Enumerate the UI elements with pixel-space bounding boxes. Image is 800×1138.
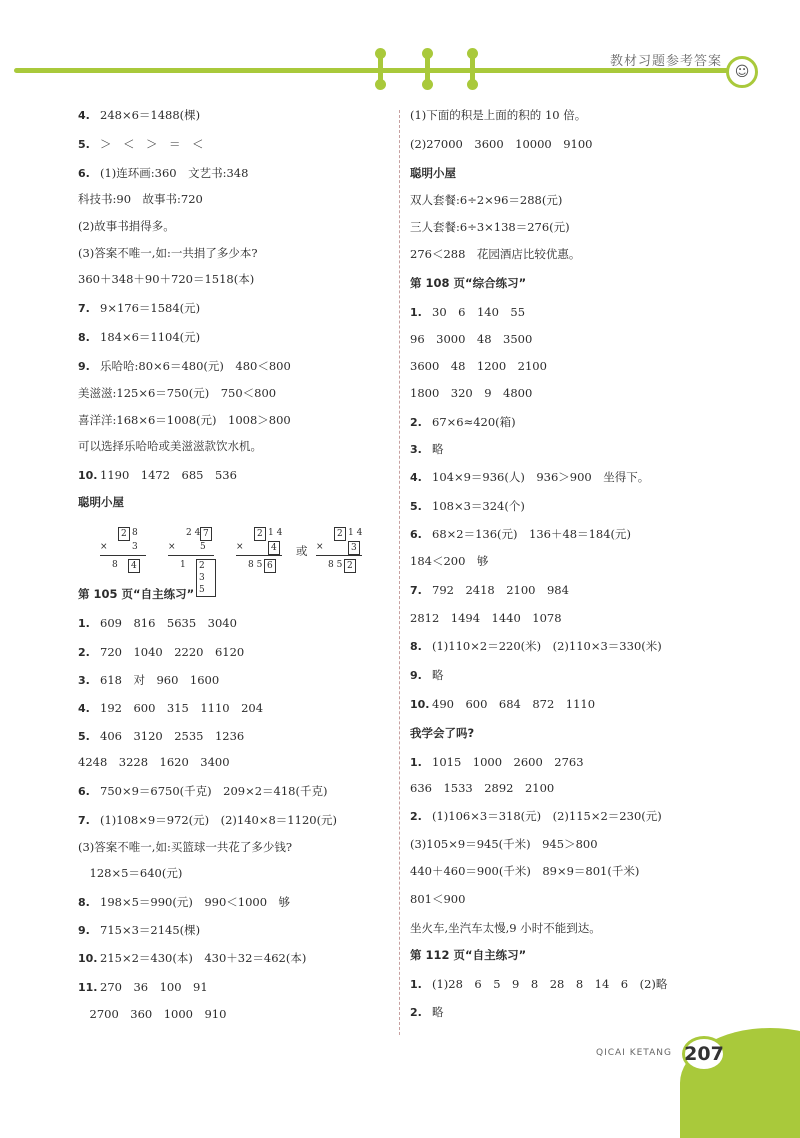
answer-line — [78, 615, 237, 632]
answer-text: 184×6＝1104(元) — [100, 330, 201, 344]
answer-line — [78, 644, 244, 661]
answer-line — [410, 582, 569, 599]
binder-clip — [470, 52, 475, 86]
answer-text: 9×176＝1584(元) — [100, 301, 201, 315]
answer-text: 1015 1000 2600 2763 — [432, 755, 584, 769]
answer-text: 科技书:90 故事书:720 — [78, 192, 203, 206]
answer-line — [410, 553, 488, 569]
answer-line — [78, 979, 208, 996]
answer-line — [410, 638, 662, 655]
section-heading — [78, 494, 124, 510]
puzzle-digit: 1 4 — [268, 528, 283, 538]
answer-line — [410, 836, 598, 852]
answer-text: 792 2418 2100 984 — [432, 583, 569, 597]
answer-text: 68×2＝136(元) 136＋48＝184(元) — [432, 527, 632, 541]
question-number: 4. — [78, 109, 90, 122]
or-label: 或 — [296, 544, 308, 558]
answer-text: 248×6＝1488(棵) — [100, 108, 201, 122]
puzzle-digit: 2 — [254, 527, 266, 541]
answer-line — [78, 438, 262, 454]
answer-line — [78, 300, 200, 317]
answer-line — [410, 219, 570, 235]
answer-line — [410, 863, 639, 879]
answer-text: (1)28 6 5 9 8 28 8 14 6 (2)略 — [432, 977, 668, 991]
answer-text: 美滋滋:125×6＝750(元) 750＜800 — [78, 386, 277, 400]
answer-line — [410, 192, 562, 208]
answer-line — [410, 1004, 444, 1021]
answer-line — [78, 165, 248, 182]
answer-line — [410, 469, 649, 486]
answer-line — [410, 358, 547, 374]
answer-line — [410, 107, 586, 123]
question-number: 1. — [410, 306, 422, 319]
answer-line — [78, 107, 200, 124]
answer-text: 双人套餐:6÷2×96＝288(元) — [410, 193, 563, 207]
question-number: 8. — [78, 896, 90, 909]
page-number: 207 — [682, 1036, 726, 1072]
puzzle-digit: 1 — [180, 560, 186, 570]
answer-line — [78, 329, 200, 346]
heading-text: 我学会了吗? — [410, 726, 475, 740]
puzzle-digit: 2 4 — [186, 528, 201, 538]
puzzle-digit: × — [168, 542, 176, 552]
binder-clip — [425, 52, 430, 86]
answer-text: 618 对 960 1600 — [100, 673, 220, 687]
question-number: 3. — [78, 674, 90, 687]
question-number: 6. — [78, 167, 90, 180]
answer-text: 2812 1494 1440 1078 — [410, 611, 562, 625]
answer-line — [410, 808, 662, 825]
answer-line — [78, 385, 276, 401]
question-number: 1. — [410, 756, 422, 769]
answer-line — [78, 136, 204, 153]
answer-line — [410, 304, 525, 321]
answer-line — [78, 218, 175, 234]
question-number: 5. — [78, 730, 90, 743]
answer-line — [410, 441, 444, 458]
answer-text: 750×9＝6750(千克) 209×2＝418(千克) — [100, 784, 328, 798]
footer-brand: QICAI KETANG — [596, 1048, 672, 1058]
puzzle-digit: 8 — [112, 560, 118, 570]
answer-line — [410, 754, 584, 771]
answer-line — [410, 667, 444, 684]
puzzle-rule — [236, 555, 282, 556]
question-number: 7. — [78, 814, 90, 827]
answer-line — [410, 246, 580, 262]
answer-line — [410, 920, 601, 936]
answer-text: 406 3120 2535 1236 — [100, 729, 245, 743]
answer-line — [410, 331, 532, 347]
answer-line — [78, 672, 219, 689]
answer-text: 乐哈哈:80×6＝480(元) 480＜800 — [100, 359, 291, 373]
answer-text: 4248 3228 1620 3400 — [78, 755, 230, 769]
puzzle-digit: 5 — [200, 542, 206, 552]
answer-line — [78, 412, 291, 428]
question-number: 10. — [410, 698, 430, 711]
answer-line — [78, 865, 182, 881]
section-heading — [78, 586, 194, 602]
heading-text: 聪明小屋 — [410, 166, 456, 180]
answer-line — [78, 950, 306, 967]
question-number: 2. — [78, 646, 90, 659]
answer-line — [78, 271, 254, 287]
answer-text: 2700 360 1000 910 — [78, 1007, 227, 1021]
binder-clip — [378, 52, 383, 86]
question-number: 9. — [78, 924, 90, 937]
answer-text: (3)105×9＝945(千米) 945＞800 — [410, 837, 598, 851]
answer-line — [410, 385, 532, 401]
question-number: 7. — [78, 302, 90, 315]
answer-line — [410, 976, 667, 993]
heading-text: 第 108 页“综合练习” — [410, 276, 527, 290]
answer-line — [78, 812, 337, 829]
answer-text: 609 816 5635 3040 — [100, 616, 237, 630]
question-number: 9. — [78, 360, 90, 373]
answer-text: 三人套餐:6÷3×138＝276(元) — [410, 220, 570, 234]
answer-line — [410, 610, 562, 626]
puzzle-digit: 8 5 — [328, 560, 343, 570]
answer-text: 67×6≈420(箱) — [432, 415, 516, 429]
answer-text: 1190 1472 685 536 — [100, 468, 237, 482]
answer-text: 30 6 140 55 — [432, 305, 526, 319]
answer-text: 215×2＝430(本) 430＋32＝462(本) — [100, 951, 307, 965]
section-heading — [410, 165, 456, 181]
puzzle-digit: 3 — [348, 541, 360, 555]
puzzle-digit: × — [100, 542, 108, 552]
answer-text: 276＜288 花园酒店比较优惠。 — [410, 247, 581, 261]
heading-text: 聪明小屋 — [78, 495, 124, 509]
header-title: 教材习题参考答案 — [610, 54, 723, 69]
puzzle-digit: 6 — [264, 559, 276, 573]
question-number: 4. — [410, 471, 422, 484]
puzzle-digit: 2 — [118, 527, 130, 541]
question-number: 10. — [78, 952, 98, 965]
puzzle-block — [232, 527, 284, 577]
answer-text: 360＋348＋90＋720＝1518(本) — [78, 272, 255, 286]
question-number: 2. — [410, 416, 422, 429]
answer-text: 198×5＝990(元) 990＜1000 够 — [100, 895, 291, 909]
puzzle-block — [164, 527, 216, 595]
answer-line — [78, 245, 257, 261]
section-heading — [410, 947, 526, 963]
answer-line — [78, 191, 203, 207]
answer-line — [78, 894, 290, 911]
answer-text: 440＋460＝900(千米) 89×9＝801(千米) — [410, 864, 640, 878]
answer-line — [78, 700, 263, 717]
answer-text: 128×5＝640(元) — [78, 866, 183, 880]
puzzle-digit: 3 — [132, 542, 138, 552]
question-number: 8. — [78, 331, 90, 344]
puzzle-digit: × — [236, 542, 244, 552]
answer-text: 270 36 100 91 — [100, 980, 208, 994]
question-number: 3. — [410, 443, 422, 456]
answer-line — [78, 922, 200, 939]
answer-text: ＞ ＜ ＞ ＝ ＜ — [100, 137, 204, 151]
answer-line — [78, 728, 244, 745]
answer-line — [410, 696, 595, 713]
question-number: 6. — [78, 785, 90, 798]
puzzle-digit: 8 5 — [248, 560, 263, 570]
question-number: 1. — [78, 617, 90, 630]
question-number: 5. — [78, 138, 90, 151]
puzzle-digit: 4 — [268, 541, 280, 555]
puzzle-block — [312, 527, 364, 577]
answer-text: 可以选择乐哈哈或美滋滋款饮水机。 — [78, 439, 262, 453]
question-number: 1. — [410, 978, 422, 991]
answer-text: (2)27000 3600 10000 9100 — [410, 137, 593, 151]
answer-text: 1800 320 9 4800 — [410, 386, 533, 400]
answer-text: (1)连环画:360 文艺书:348 — [100, 166, 249, 180]
puzzle-rule — [316, 555, 362, 556]
puzzle-diagram — [96, 527, 376, 595]
answer-line — [410, 414, 516, 431]
answer-text: 略 — [432, 442, 444, 456]
heading-text: 第 112 页“自主练习” — [410, 948, 527, 962]
answer-text: 636 1533 2892 2100 — [410, 781, 555, 795]
answer-line — [78, 839, 292, 855]
puzzle-digit: 2 — [334, 527, 346, 541]
answer-text: 490 600 684 872 1110 — [432, 697, 596, 711]
section-heading — [410, 275, 526, 291]
answer-text: 喜洋洋:168×6＝1008(元) 1008＞800 — [78, 413, 291, 427]
question-number: 6. — [410, 528, 422, 541]
answer-text: 184＜200 够 — [410, 554, 489, 568]
answer-text: 192 600 315 1110 204 — [100, 701, 264, 715]
answer-text: (1)106×3＝318(元) (2)115×2＝230(元) — [432, 809, 662, 823]
puzzle-digit: 7 — [200, 527, 212, 541]
answer-text: 坐火车,坐汽车太慢,9 小时不能到达。 — [410, 921, 601, 935]
puzzle-digit: 1 4 — [348, 528, 363, 538]
question-number: 5. — [410, 500, 422, 513]
answer-line — [410, 780, 554, 796]
mascot-icon: ☺ — [726, 56, 758, 88]
answer-line — [410, 136, 593, 152]
answer-line — [78, 783, 327, 800]
heading-text: 第 105 页“自主练习” — [78, 587, 195, 601]
answer-text: 715×3＝2145(棵) — [100, 923, 201, 937]
answer-text: 96 3000 48 3500 — [410, 332, 533, 346]
question-number: 9. — [410, 669, 422, 682]
column-divider — [399, 110, 400, 1035]
answer-line — [410, 526, 631, 543]
question-number: 8. — [410, 640, 422, 653]
answer-line — [410, 891, 465, 907]
answer-line — [78, 358, 291, 375]
puzzle-digit: 4 — [128, 559, 140, 573]
answer-text: 104×9＝936(人) 936＞900 坐得下。 — [432, 470, 650, 484]
answer-line — [410, 498, 525, 515]
puzzle-digit: 2 3 5 — [196, 559, 216, 597]
puzzle-digit: 2 — [344, 559, 356, 573]
answer-text: 略 — [432, 1005, 444, 1019]
question-number: 7. — [410, 584, 422, 597]
answer-line — [78, 1006, 226, 1022]
answer-text: (2)故事书捐得多。 — [78, 219, 175, 233]
answer-text: 略 — [432, 668, 444, 682]
puzzle-rule — [168, 555, 214, 556]
question-number: 10. — [78, 469, 98, 482]
answer-text: (1)下面的积是上面的积的 10 倍。 — [410, 108, 587, 122]
question-number: 2. — [410, 810, 422, 823]
answer-text: 108×3＝324(个) — [432, 499, 525, 513]
answer-text: (3)答案不唯一,如:买篮球一共花了多少钱? — [78, 840, 292, 854]
answer-text: 3600 48 1200 2100 — [410, 359, 547, 373]
answer-text: (1)108×9＝972(元) (2)140×8＝1120(元) — [100, 813, 338, 827]
section-heading — [410, 725, 474, 741]
answer-line — [78, 754, 230, 770]
answer-line — [78, 467, 237, 484]
answer-text: (3)答案不唯一,如:一共捐了多少本? — [78, 246, 258, 260]
puzzle-rule — [100, 555, 146, 556]
question-number: 11. — [78, 981, 98, 994]
question-number: 2. — [410, 1006, 422, 1019]
puzzle-digit: 8 — [132, 528, 138, 538]
puzzle-digit: × — [316, 542, 324, 552]
answer-text: 801＜900 — [410, 892, 466, 906]
question-number: 4. — [78, 702, 90, 715]
answer-text: (1)110×2＝220(米) (2)110×3＝330(米) — [432, 639, 662, 653]
puzzle-block — [96, 527, 148, 577]
answer-text: 720 1040 2220 6120 — [100, 645, 245, 659]
